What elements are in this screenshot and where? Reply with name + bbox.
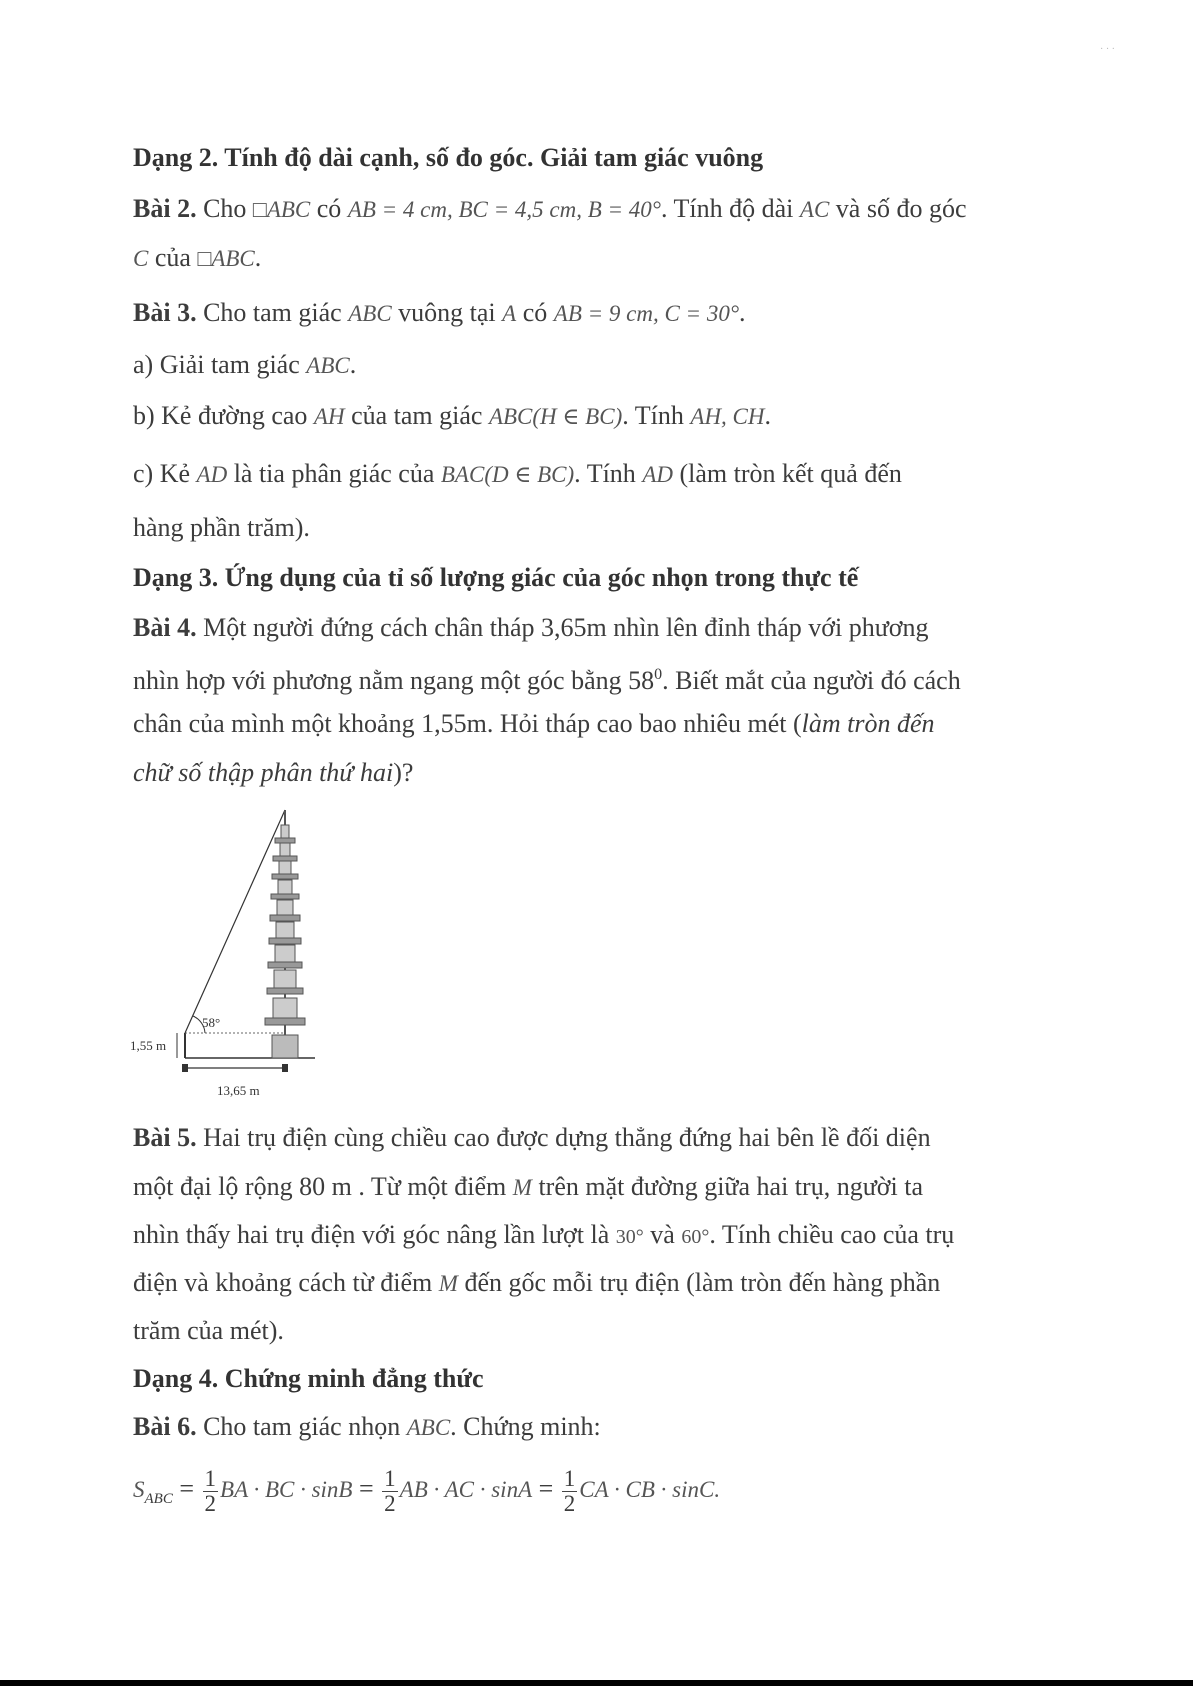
bai3-pc-ad2: AD (642, 462, 673, 487)
bai3-a: A (502, 301, 517, 326)
bai3-pa-end: . (349, 350, 357, 379)
bai2-text6: . (254, 243, 262, 272)
formula-s-sub: ABC (144, 1491, 173, 1507)
dang4-heading: Dạng 4. Chứng minh đẳng thức (133, 1364, 484, 1393)
bai2-triangle2: □ABC (197, 246, 255, 271)
height-label: 1,55 m (130, 1038, 167, 1053)
angle-label: 58° (202, 1015, 221, 1030)
bai6-formula (133, 1464, 720, 1524)
bai5-text2a: một đại lộ rộng 80 m . Từ một điểm (133, 1172, 507, 1201)
bai2-text3: . Tính độ dài (661, 194, 794, 223)
bai4-line4 (133, 756, 413, 790)
frac3-den: 2 (563, 1490, 576, 1516)
bai4-text3a: chân của mình một khoảng 1,55m. Hỏi tháp cao bao nhiêu mét ( (133, 709, 802, 738)
frac2-num: 1 (384, 1465, 396, 1491)
bai5-line4 (133, 1266, 940, 1301)
bai3-pc-text3: . Tính (574, 459, 636, 488)
bai2-text5: của (154, 243, 191, 272)
bai4-line1 (133, 611, 929, 645)
bai5-text4b: đến gốc mỗi trụ điện (làm tròn đến hàng phần (464, 1268, 941, 1297)
bai3-text4: . (739, 298, 746, 327)
dang3-heading: Dạng 3. Ứng dụng của tỉ số lượng giác của góc nhọn trong thực tế (133, 563, 859, 592)
frac1-den: 2 (204, 1490, 217, 1516)
dang2-heading: Dạng 2. Tính độ dài cạnh, số đo góc. Giải tam giác vuông (133, 143, 764, 172)
bai3-pb-text3: . Tính (622, 401, 684, 430)
bai3-pc-ad: AD (196, 462, 228, 487)
tower-icon (265, 810, 305, 1058)
bai3-part-c (133, 457, 902, 492)
bai3-pa-abc: ABC (306, 353, 350, 378)
bai3-label: Bài 3. (133, 298, 197, 327)
formula-term2: AB · AC · sinA (399, 1477, 533, 1502)
bai5-line1 (133, 1121, 931, 1155)
bai3-pb-text2: của tam giác (351, 401, 483, 430)
bai4-line2 (133, 658, 961, 698)
bai2-line2 (133, 241, 261, 276)
bai5-text2b: trên mặt đường giữa hai trụ, người ta (538, 1172, 924, 1201)
scan-marks: · · · (1100, 44, 1115, 55)
bai3-pb-ask: AH, CH (690, 404, 765, 429)
bai2-triangle: □ABC (252, 197, 311, 222)
bai6-abc: ABC (406, 1415, 451, 1440)
bai2-text1: Cho (203, 194, 247, 223)
bai6-line1 (133, 1410, 601, 1445)
formula-eq2: = (358, 1474, 374, 1503)
bai3-text3: có (522, 298, 548, 327)
bai2-ac: AC (799, 197, 830, 222)
frac3-num: 1 (563, 1465, 576, 1491)
bai4-text1: Một người đứng cách chân tháp 3,65m nhìn lên đỉnh tháp với phương (203, 613, 929, 642)
bai4-text4-italic: chữ số thập phân thứ hai (133, 758, 394, 787)
bai4-text3-italic: làm tròn đến (801, 709, 935, 738)
bai5-text3a: nhìn thấy hai trụ điện với góc nâng lần lượt là (133, 1220, 610, 1249)
bai3-line1 (133, 296, 746, 331)
bai3-part-c-line2: hàng phần trăm). (133, 513, 310, 542)
bai4-line3 (133, 707, 935, 741)
scan-bottom-border (0, 1680, 1193, 1686)
bai2-given: AB = 4 cm, BC = 4,5 cm, B = 40° (347, 197, 661, 222)
frac1-num: 1 (204, 1465, 217, 1491)
bai3-pb-ah: AH (313, 404, 345, 429)
formula-term3: CA · CB · sinC. (579, 1477, 721, 1502)
bai6-label: Bài 6. (133, 1412, 197, 1441)
tower-diagram (125, 805, 335, 1105)
bai3-pc-expr: BAC(D ∈ BC) (440, 462, 575, 487)
bai5-text1: Hai trụ điện cùng chiều cao được dựng thẳng đứng hai bên lề đối diện (203, 1123, 931, 1152)
distance-marker-right (282, 1064, 288, 1072)
formula-term1: BA · BC · sinB (220, 1477, 353, 1502)
bai6-text2: . Chứng minh: (450, 1412, 601, 1441)
bai3-pb-expr: ABC(H ∈ BC) (488, 404, 623, 429)
bai5-line5: trăm của mét). (133, 1316, 284, 1345)
bai3-part-a (133, 348, 356, 383)
bai3-text2: vuông tại (398, 298, 496, 327)
bai5-m: M (512, 1175, 532, 1200)
bai6-text1: Cho tam giác nhọn (203, 1412, 401, 1441)
formula-frac2 (382, 1467, 398, 1516)
bai3-abc: ABC (348, 301, 392, 326)
formula-s: S (133, 1477, 145, 1502)
bai3-pa-text: a) Giải tam giác (133, 350, 300, 379)
bai3-pb-text1: b) Kẻ đường cao (133, 401, 308, 430)
bai2-c: C (133, 246, 149, 271)
bai3-part-b (133, 399, 771, 434)
bai5-line2 (133, 1170, 923, 1205)
bai4-degree-sup: 0 (654, 666, 663, 683)
bai5-angle30: 30° (615, 1226, 644, 1248)
bai3-text1: Cho tam giác (203, 298, 342, 327)
bai5-text4a: điện và khoảng cách từ điểm (133, 1268, 433, 1297)
bai3-given: AB = 9 cm, C = 30° (553, 301, 740, 326)
bai3-pc-text4: (làm tròn kết quả đến (679, 459, 902, 488)
formula-eq1: = (179, 1474, 195, 1503)
bai5-label: Bài 5. (133, 1123, 197, 1152)
bai5-m2: M (438, 1271, 458, 1296)
bai4-text2a: nhìn hợp với phương nằm ngang một góc bằng 58 (133, 666, 655, 695)
bai2-line1 (133, 192, 967, 227)
frac2-den: 2 (384, 1490, 396, 1516)
bai5-angle60: 60° (681, 1226, 710, 1248)
bai4-text2b: . Biết mắt của người đó cách (662, 666, 961, 695)
bai2-text4: và số đo góc (835, 194, 967, 223)
bai5-text3b: và (650, 1220, 675, 1249)
bai4-text4b: )? (393, 758, 414, 787)
bai5-text3c: . Tính chiều cao của trụ (709, 1220, 955, 1249)
bai3-pc-text1: c) Kẻ (133, 459, 191, 488)
bai2-label: Bài 2. (133, 194, 197, 223)
bai2-text2: có (316, 194, 342, 223)
formula-frac1 (203, 1467, 219, 1516)
bai5-line3 (133, 1218, 954, 1254)
bai3-pc-text2: là tia phân giác của (233, 459, 435, 488)
bai4-label: Bài 4. (133, 613, 197, 642)
bai3-pb-end: . (764, 401, 772, 430)
formula-eq3: = (538, 1474, 554, 1503)
distance-label: 13,65 m (217, 1083, 260, 1098)
formula-frac3 (562, 1467, 578, 1516)
distance-marker-left (182, 1064, 188, 1072)
